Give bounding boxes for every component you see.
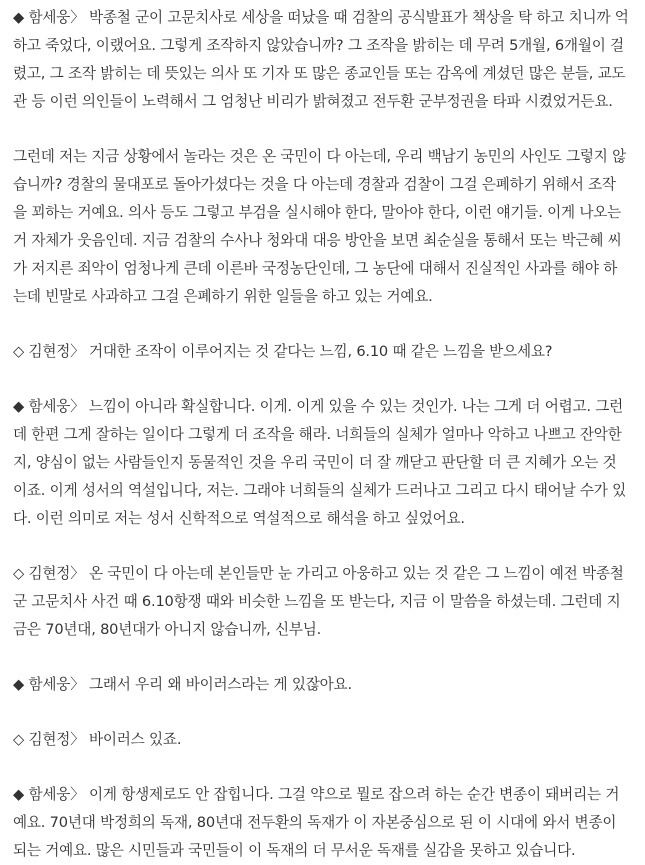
text-line: ◇ 김현정〉 온 국민이 다 아는데 본인들만 눈 가리고 아웅하고 있는 것 같은 그 느낌이 예전 박종철: [13, 565, 624, 582]
paragraph-gap: [13, 644, 641, 671]
paragraph-7: [13, 726, 641, 754]
text-line: ◆ 함세웅〉 이게 항생제로도 안 잡힙니다. 그걸 약으로 뭘로 잡으려 하는 순간 변종이 돼버리는 거: [13, 786, 620, 803]
text-line: ◆ 함세웅〉 박종철 군이 고문치사로 세상을 떠났을 때 검찰의 공식발표가 책상을 탁 하고 치니까 억: [13, 9, 629, 26]
text-line: 렸고, 그 조작 밝히는 데 뜻있는 의사 또 기자 또 많은 종교인들 또는 감옥에 계셨던 많은 분들, 교도: [13, 65, 626, 82]
text-line: 예요. 70년대 박정희의 독재, 80년대 전두환의 독재가 이 자본중심으로 된 이 시대에 와서 변종이: [13, 814, 617, 831]
paragraph-gap: [13, 699, 641, 726]
paragraph-6: [13, 671, 641, 699]
paragraph-3: [13, 338, 641, 366]
text-line: 데 한편 그게 잘하는 일이다 그렇게 더 조작을 해라. 너희들의 실체가 얼마나 악하고 나쁘고 잔악한: [13, 426, 622, 443]
article-body: [13, 0, 641, 865]
paragraph-5: [13, 560, 641, 644]
text-line: 금은 70년대, 80년대가 아니지 않습니까, 신부님.: [13, 621, 322, 638]
paragraph-4: [13, 393, 641, 533]
paragraph-1: [13, 4, 641, 116]
text-line: 관 등 이런 의인들이 노력해서 그 엄청난 비리가 밝혀졌고 전두환 군부정권을 타파 시켰었거든요.: [13, 93, 613, 110]
paragraph-gap: [13, 533, 641, 560]
paragraph-gap: [13, 754, 641, 781]
text-line: 그런데 저는 지금 상황에서 놀라는 것은 온 국민이 다 아는데, 우리 백남기 농민의 사인도 그렇지 않: [13, 148, 627, 165]
text-line: 이죠. 이게 성서의 역설입니다, 저는. 그래야 너희들의 실체가 드러나고 그리고 다시 태어날 수가 있: [13, 482, 627, 499]
paragraph-gap: [13, 116, 641, 143]
text-line: ◇ 김현정〉 바이러스 있죠.: [13, 731, 182, 748]
paragraph-gap: [13, 311, 641, 338]
text-line: 지, 양심이 없는 사람들인지 동물적인 것을 우리 국민이 더 잘 깨닫고 판단할 더 큰 지혜가 오는 것: [13, 454, 617, 471]
text-line: ◆ 함세웅〉 느낌이 아니라 확실합니다. 이게. 이게 있을 수 있는 것인가. 나는 그게 더 어렵고. 그런: [13, 398, 624, 415]
text-line: 가 저지른 죄악이 엄청나게 큰데 이른바 국정농단인데, 그 농단에 대해서 진실적인 사과를 해야 하: [13, 260, 618, 277]
paragraph-2: [13, 143, 641, 311]
text-line: ◇ 김현정〉 거대한 조작이 이루어지는 것 같다는 느낌, 6.10 때 같은 느낌을 받으세요?: [13, 343, 553, 360]
text-line: 하고 죽었다, 이랬어요. 그렇게 조작하지 않았습니까? 그 조작을 밝히는 데 무려 5개월, 6개월이 걸: [13, 37, 624, 54]
text-line: 다. 이런 의미로 저는 성서 신학적으로 역설적으로 해석을 하고 싶었어요.: [13, 510, 465, 527]
paragraph-gap: [13, 366, 641, 393]
text-line: 을 꾀하는 거예요. 의사 등도 그렇고 부검을 실시해야 한다, 말아야 한다, 이런 얘기들. 이게 나오는: [13, 204, 622, 221]
text-line: 되는 거예요. 많은 시민들과 국민들이 이 독재의 더 무서운 독재를 실감을 못하고 있습니다.: [13, 842, 576, 859]
text-line: 습니까? 경찰의 물대포로 돌아가셨다는 것을 다 아는데 경찰과 검찰이 그걸 은폐하기 위해서 조작: [13, 176, 616, 193]
text-line: 는데 빈말로 사과하고 그걸 은폐하기 위한 일들을 하고 있는 거예요.: [13, 288, 433, 305]
text-line: 거 자체가 웃음인데. 지금 검찰의 수사나 청와대 대응 방안을 보면 최순실을 통해서 또는 박근혜 씨: [13, 232, 622, 249]
text-line: ◆ 함세웅〉 그래서 우리 왜 바이러스라는 게 있잖아요.: [13, 676, 352, 693]
paragraph-8: [13, 781, 641, 865]
text-line: 군 고문치사 사건 때 6.10항쟁 때와 비슷한 느낌을 또 받는다, 지금 이 말씀을 하셨는데. 그런데 지: [13, 593, 621, 610]
